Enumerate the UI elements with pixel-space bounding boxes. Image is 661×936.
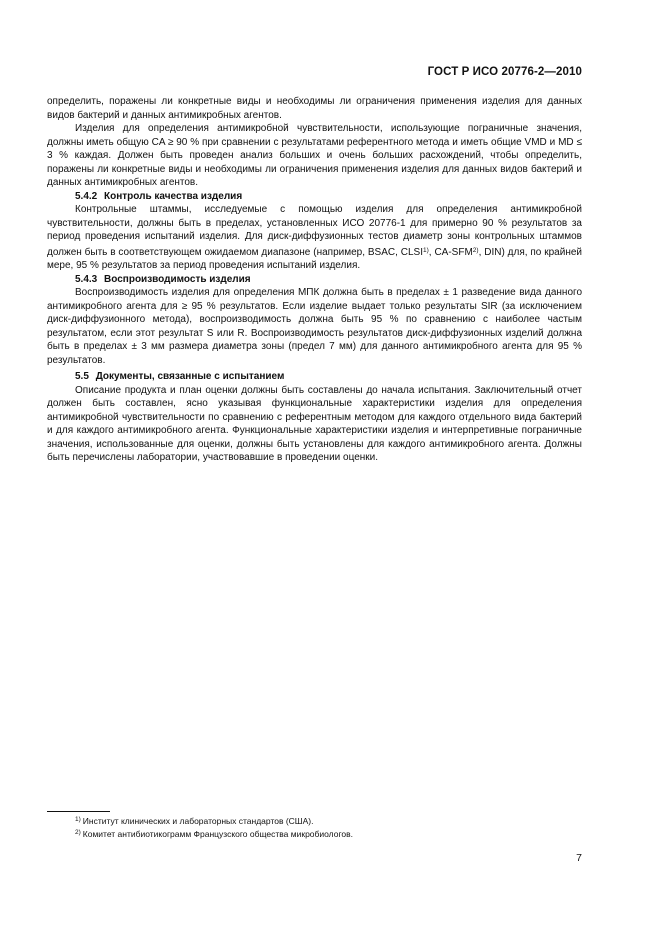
paragraph-reproducibility: Воспроизводимость изделия для определения МПК должна быть в пределах ± 1 разведение вида данного антимикробного агента для ≥ 95 % результатов. Если изделие выдает только результаты SIR (за исключением диск-диффузионного метода), воспроизводимость должна быть 95 % по сравнению с наиболее частым результатом, если этот результат S или R. Воспроизводимость результатов диск-диффузионных изделий должна быть в пределах ± 3 мм размера диаметра зоны (предел 7 мм) для данного антимикробного агента для 95 % результатов.: [47, 287, 582, 366]
section-title: Документы, связанные с испытанием: [95, 371, 285, 382]
footnote-divider: [47, 811, 110, 812]
footnote-2: [75, 827, 353, 840]
section-heading-5-4-2: [47, 190, 582, 204]
section-number: 5.4.3: [75, 273, 98, 285]
page-body: [47, 95, 582, 465]
footnote-ref-1: 1): [423, 246, 429, 254]
footnote-ref-2: 2): [472, 246, 479, 254]
paragraph-quality-control: [47, 203, 582, 273]
text-segment: , CA-SFM: [428, 246, 473, 258]
paragraph-documents: Описание продукта и план оценки должны быть составлены до начала испытания. Заключительный отчет должен быть составлен, ясно указывая функциональные характеристики изделия для определения антимикробной чувствительности по сравнению с референтным методом для каждого отдельного вида бактерий и для каждого антимикробного агента. Функциональные характеристики изделия и интерпретивные пограничные значения, использованные для оценки, должны быть установлены для каждого антимикробного агента. Должны быть перечислены лаборатории, участвовавшие в проведении оценки.: [47, 384, 582, 463]
footnote-text: Институт клинических и лабораторных стандартов (США).: [82, 816, 314, 826]
footnote-mark: 2): [75, 829, 81, 836]
paragraph-breakpoints: Изделия для определения антимикробной чувствительности, использующие пограничные значения, должны иметь общую CA ≥ 90 % при сравнении с результатами референтного метода и иметь общие VMD и MD ≤ 3 % каждая. Должен быть проведен анализ больших и очень больших расхождений, чтобы определить, поражены ли конкретные виды и необходимы ли ограничения применения изделия для данных видов бактерий и данных антимикробных агентов.: [47, 123, 582, 188]
section-heading-5-4-3: [47, 273, 582, 287]
section-heading-5-5: [47, 370, 582, 384]
section-title: Воспроизводимость изделия: [104, 273, 251, 285]
footnote-text: Комитет антибиотикограмм Французского общества микробиологов.: [82, 829, 353, 839]
footnote-1: [75, 814, 313, 827]
section-title: Контроль качества изделия: [104, 190, 243, 202]
text-segment: , DIN) для, по крайней мере, 95 % результатов за период проведения испытаний изделия.: [47, 246, 582, 271]
footnote-mark: 1): [75, 816, 81, 823]
page-number: 7: [576, 852, 582, 864]
section-number: 5.5: [75, 371, 89, 382]
document-header: ГОСТ Р ИСО 20776-2—2010: [427, 66, 582, 78]
paragraph-continuation: определить, поражены ли конкретные виды и необходимы ли ограничения применения изделия для данных видов бактерий и данных антимикробных агентов.: [47, 96, 582, 121]
section-number: 5.4.2: [75, 190, 98, 202]
text-segment: Контрольные штаммы, исследуемые с помощью изделия для определения антимикробной чувствительности, должны быть в пределах, установленных ИСО 20776-1 для примерно 90 % результатов за период проведения испытаний изделия. Для диск-диффузионных тестов диаметр зоны контрольных штаммов должен быть в соответствующем ожидаемом диапазоне (например, BSAC, CLSI: [47, 204, 582, 258]
